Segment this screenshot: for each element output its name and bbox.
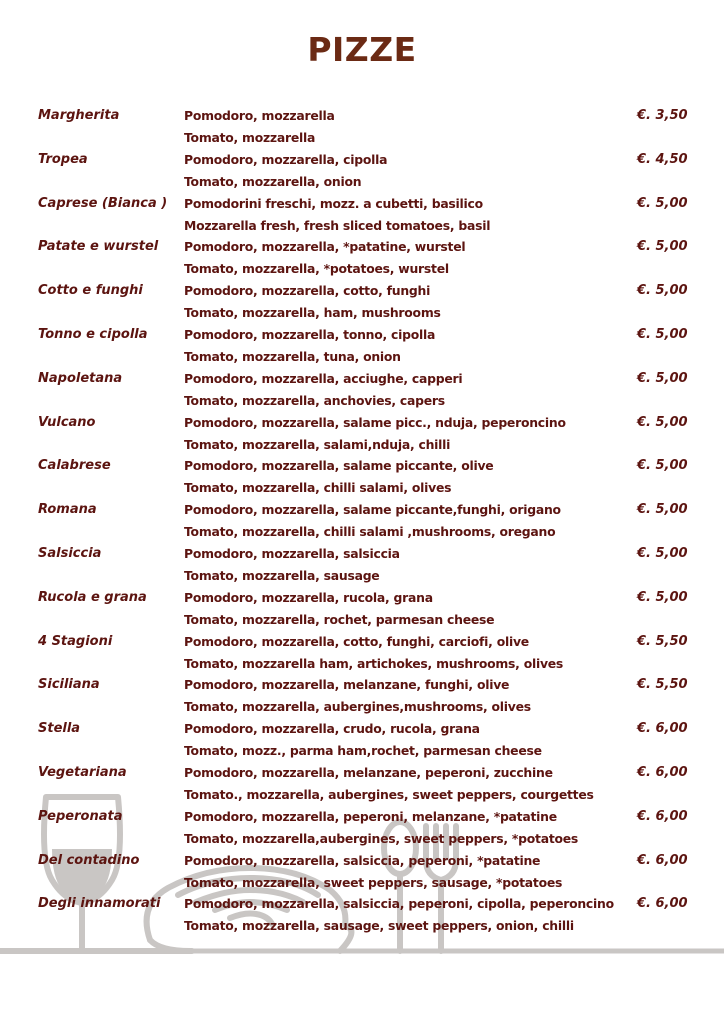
price: €. 6,00 — [637, 852, 688, 868]
ingredients-italian: Pomodoro, mozzarella, cotto, funghi, carciofi, olive — [184, 633, 529, 649]
ingredients-english: Tomato, mozzarella, chilli salami, olives — [184, 480, 452, 496]
menu-item — [0, 893, 724, 937]
price: €. 5,00 — [637, 326, 688, 342]
pizza-name: Margherita — [38, 108, 120, 123]
price: €. 6,00 — [637, 721, 688, 737]
menu-item — [0, 324, 724, 368]
menu-item — [0, 280, 724, 324]
pizza-name: Romana — [38, 502, 97, 518]
ingredients-english: Tomato, mozzarella, sausage — [184, 567, 380, 583]
price: €. 5,50 — [637, 677, 688, 693]
ingredients-italian: Pomodoro, mozzarella, crudo, rucola, grana — [184, 721, 480, 737]
menu-item — [0, 236, 724, 280]
ingredients-english: Tomato, mozzarella, tuna, onion — [184, 348, 401, 364]
price: €. 6,00 — [637, 764, 688, 780]
menu-item — [0, 499, 724, 543]
ingredients-italian: Pomodoro, mozzarella, cipolla — [184, 151, 388, 167]
ingredients-english: Tomato, mozzarella, *potatoes, wurstel — [184, 261, 449, 277]
pizza-name: Napoletana — [38, 370, 123, 386]
pizza-name: Patate e wurstel — [38, 239, 159, 255]
menu-item — [0, 587, 724, 631]
pizza-name: Vulcano — [38, 414, 96, 430]
ingredients-italian: Pomodoro, mozzarella, *patatine, wurstel — [184, 239, 466, 255]
ingredients-english: Tomato, mozzarella, chilli salami ,mushrooms, oregano — [184, 524, 556, 540]
ingredients-english: Mozzarella fresh, fresh sliced tomatoes, basil — [184, 217, 491, 233]
pizza-menu-list — [0, 105, 724, 937]
ingredients-italian: Pomodoro, mozzarella, rucola, grana — [184, 589, 433, 605]
ingredients-english: Tomato, mozzarella, onion — [184, 173, 362, 189]
pizza-name: Tonno e cipolla — [38, 326, 148, 342]
price: €. 5,00 — [637, 370, 688, 386]
ingredients-italian: Pomodoro, mozzarella, tonno, cipolla — [184, 326, 436, 342]
ingredients-english: Tomato, mozzarella ham, artichokes, mushrooms, olives — [184, 655, 564, 671]
ingredients-english: Tomato, mozzarella, salami,nduja, chilli — [184, 436, 451, 452]
ingredients-english: Tomato, mozzarella, rochet, parmesan cheese — [184, 611, 495, 627]
price: €. 5,00 — [637, 589, 688, 605]
menu-item — [0, 455, 724, 499]
ingredients-italian: Pomodoro, mozzarella, salsiccia, peperoni, *patatine — [184, 852, 541, 868]
pizza-name: Rucola e grana — [38, 589, 147, 605]
menu-item — [0, 762, 724, 806]
price: €. 4,50 — [637, 151, 688, 167]
ingredients-italian: Pomodorini freschi, mozz. a cubetti, basilico — [184, 195, 483, 211]
ingredients-italian: Pomodoro, mozzarella, acciughe, capperi — [184, 370, 463, 386]
ingredients-italian: Pomodoro, mozzarella, melanzane, peperoni, zucchine — [184, 764, 553, 780]
ingredients-english: Tomato, mozzarella, sweet peppers, sausage, *potatoes — [184, 874, 563, 890]
price: €. 5,00 — [637, 239, 688, 255]
price: €. 6,00 — [637, 896, 688, 912]
pizza-name: Salsiccia — [38, 545, 102, 561]
ingredients-italian: Pomodoro, mozzarella, salame piccante,funghi, origano — [184, 502, 561, 518]
ingredients-english: Tomato, mozzarella, ham, mushrooms — [184, 305, 441, 321]
price: €. 5,00 — [637, 283, 688, 299]
ingredients-italian: Pomodoro, mozzarella, salsiccia — [184, 545, 400, 561]
menu-item — [0, 368, 724, 412]
price: €. 3,50 — [637, 108, 688, 123]
pizza-name: Del contadino — [38, 852, 140, 868]
ingredients-italian: Pomodoro, mozzarella, salame piccante, olive — [184, 458, 494, 474]
menu-item — [0, 674, 724, 718]
ingredients-english: Tomato., mozzarella, aubergines, sweet peppers, courgettes — [184, 786, 594, 802]
ingredients-italian: Pomodoro, mozzarella, cotto, funghi — [184, 283, 431, 299]
menu-item — [0, 193, 724, 237]
ingredients-italian: Pomodoro, mozzarella, salsiccia, peperoni, cipolla, peperoncino — [184, 896, 614, 912]
pizza-name: Caprese (Bianca ) — [38, 195, 168, 211]
pizza-name: Stella — [38, 721, 81, 737]
menu-item — [0, 543, 724, 587]
price: €. 5,00 — [637, 195, 688, 211]
ingredients-english: Tomato, mozzarella, sausage, sweet peppers, onion, chilli — [184, 918, 574, 934]
price: €. 5,50 — [637, 633, 688, 649]
price: €. 5,00 — [637, 545, 688, 561]
menu-item — [0, 149, 724, 193]
ingredients-italian: Pomodoro, mozzarella, melanzane, funghi, olive — [184, 677, 510, 693]
menu-item — [0, 105, 724, 149]
menu-item — [0, 412, 724, 456]
pizza-name: Tropea — [38, 151, 88, 167]
pizza-name: Calabrese — [38, 458, 111, 474]
menu-item — [0, 850, 724, 894]
price: €. 5,00 — [637, 414, 688, 430]
menu-item — [0, 631, 724, 675]
pizza-name: Peperonata — [38, 808, 123, 824]
pizza-name: Vegetariana — [38, 764, 127, 780]
pizza-name: Cotto e funghi — [38, 283, 143, 299]
ingredients-english: Tomato, mozzarella,aubergines, sweet peppers, *potatoes — [184, 830, 579, 846]
ingredients-italian: Pomodoro, mozzarella — [184, 108, 335, 123]
ingredients-italian: Pomodoro, mozzarella, salame picc., nduja, peperoncino — [184, 414, 566, 430]
price: €. 5,00 — [637, 458, 688, 474]
menu-item — [0, 718, 724, 762]
menu-item — [0, 806, 724, 850]
ingredients-english: Tomato, mozz., parma ham,rochet, parmesan cheese — [184, 743, 542, 759]
pizza-name: 4 Stagioni — [38, 633, 113, 649]
ingredients-italian: Pomodoro, mozzarella, peperoni, melanzane, *patatine — [184, 808, 557, 824]
ingredients-english: Tomato, mozzarella, aubergines,mushrooms, olives — [184, 699, 531, 715]
pizza-name: Degli innamorati — [38, 896, 161, 912]
pizza-name: Siciliana — [38, 677, 100, 693]
page-title: PIZZE — [307, 30, 417, 69]
ingredients-english: Tomato, mozzarella, anchovies, capers — [184, 392, 445, 408]
price: €. 5,00 — [637, 502, 688, 518]
price: €. 6,00 — [637, 808, 688, 824]
ingredients-english: Tomato, mozzarella — [184, 130, 316, 145]
